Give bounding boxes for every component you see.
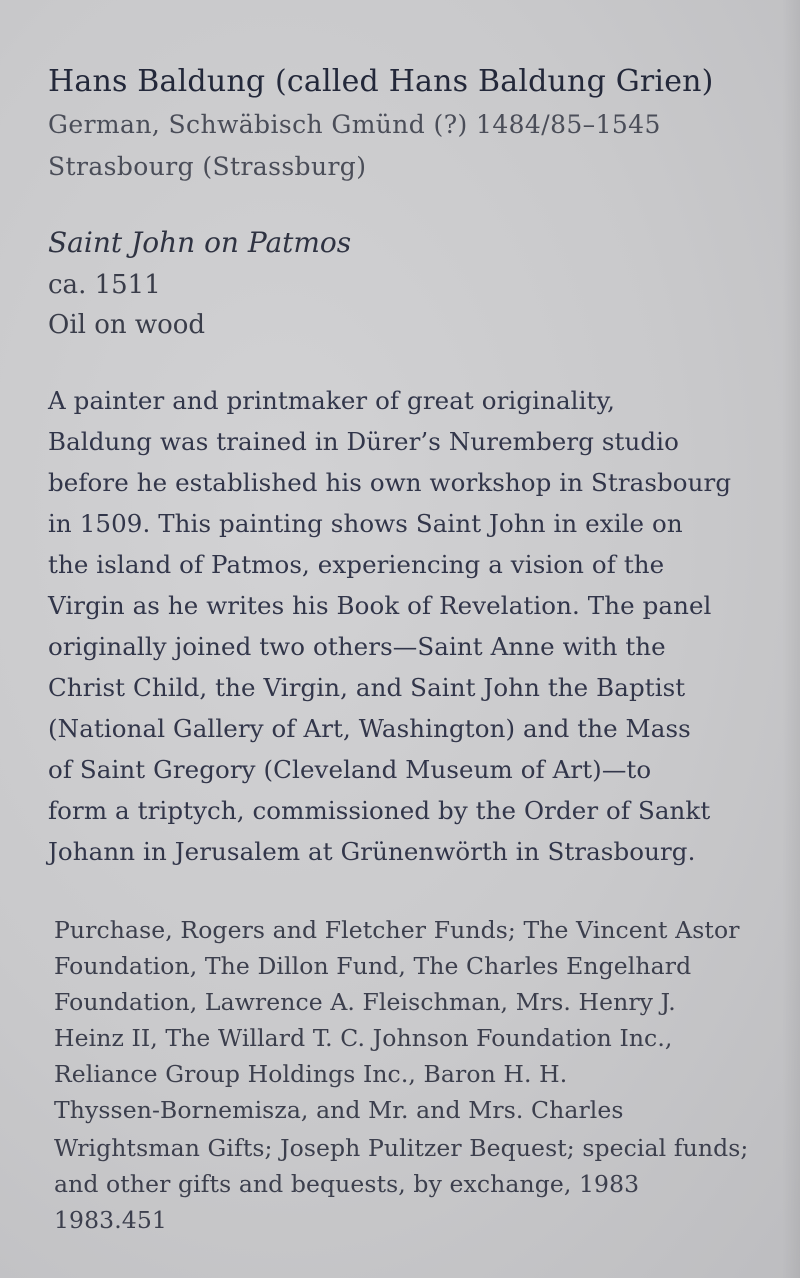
credit-line: Purchase, Rogers and Fletcher Funds; The Vincent Astor	[54, 916, 740, 944]
artist-death-place: Strasbourg (Strassburg)	[48, 152, 367, 181]
accession-number: 1983.451	[54, 1206, 167, 1234]
credit-line: Foundation, The Dillon Fund, The Charles Engelhard	[54, 952, 692, 980]
description-line: in 1509. This painting shows Saint John in exile on	[48, 509, 683, 538]
credit-line: Thyssen-Bornemisza, and Mr. and Mrs. Charles	[54, 1096, 624, 1124]
artwork-medium: Oil on wood	[48, 310, 206, 340]
credit-line: and other gifts and bequests, by exchange, 1983	[54, 1170, 640, 1198]
credit-line: Reliance Group Holdings Inc., Baron H. H.	[54, 1060, 568, 1088]
artwork-date: ca. 1511	[48, 270, 161, 300]
artwork-title: Saint John on Patmos	[48, 226, 352, 259]
description-line: originally joined two others—Saint Anne with the	[48, 632, 666, 661]
description-line: form a triptych, commissioned by the Order of Sankt	[48, 796, 711, 825]
artist-nationality-dates: German, Schwäbisch Gmünd (?) 1484/85–1545	[48, 110, 661, 139]
description-line: Christ Child, the Virgin, and Saint John the Baptist	[48, 673, 686, 702]
description-line: (National Gallery of Art, Washington) and the Mass	[48, 714, 691, 743]
artist-name: Hans Baldung (called Hans Baldung Grien)	[48, 64, 714, 99]
description-line: the island of Patmos, experiencing a vision of the	[48, 550, 665, 579]
label-edge-shadow	[782, 0, 800, 1278]
description-line: Virgin as he writes his Book of Revelation. The panel	[48, 591, 712, 620]
credit-line: Foundation, Lawrence A. Fleischman, Mrs. Henry J.	[54, 988, 676, 1016]
credit-line: Wrightsman Gifts; Joseph Pulitzer Bequest; special funds;	[54, 1134, 749, 1162]
description-line: A painter and printmaker of great originality,	[48, 386, 616, 415]
description-line: of Saint Gregory (Cleveland Museum of Art)—to	[48, 755, 652, 784]
description-line: Johann in Jerusalem at Grünenwörth in Strasbourg.	[48, 837, 696, 866]
credit-line: Heinz II, The Willard T. C. Johnson Foundation Inc.,	[54, 1024, 673, 1052]
description-line: Baldung was trained in Dürer’s Nuremberg studio	[48, 427, 679, 456]
description-line: before he established his own workshop in Strasbourg	[48, 468, 732, 497]
